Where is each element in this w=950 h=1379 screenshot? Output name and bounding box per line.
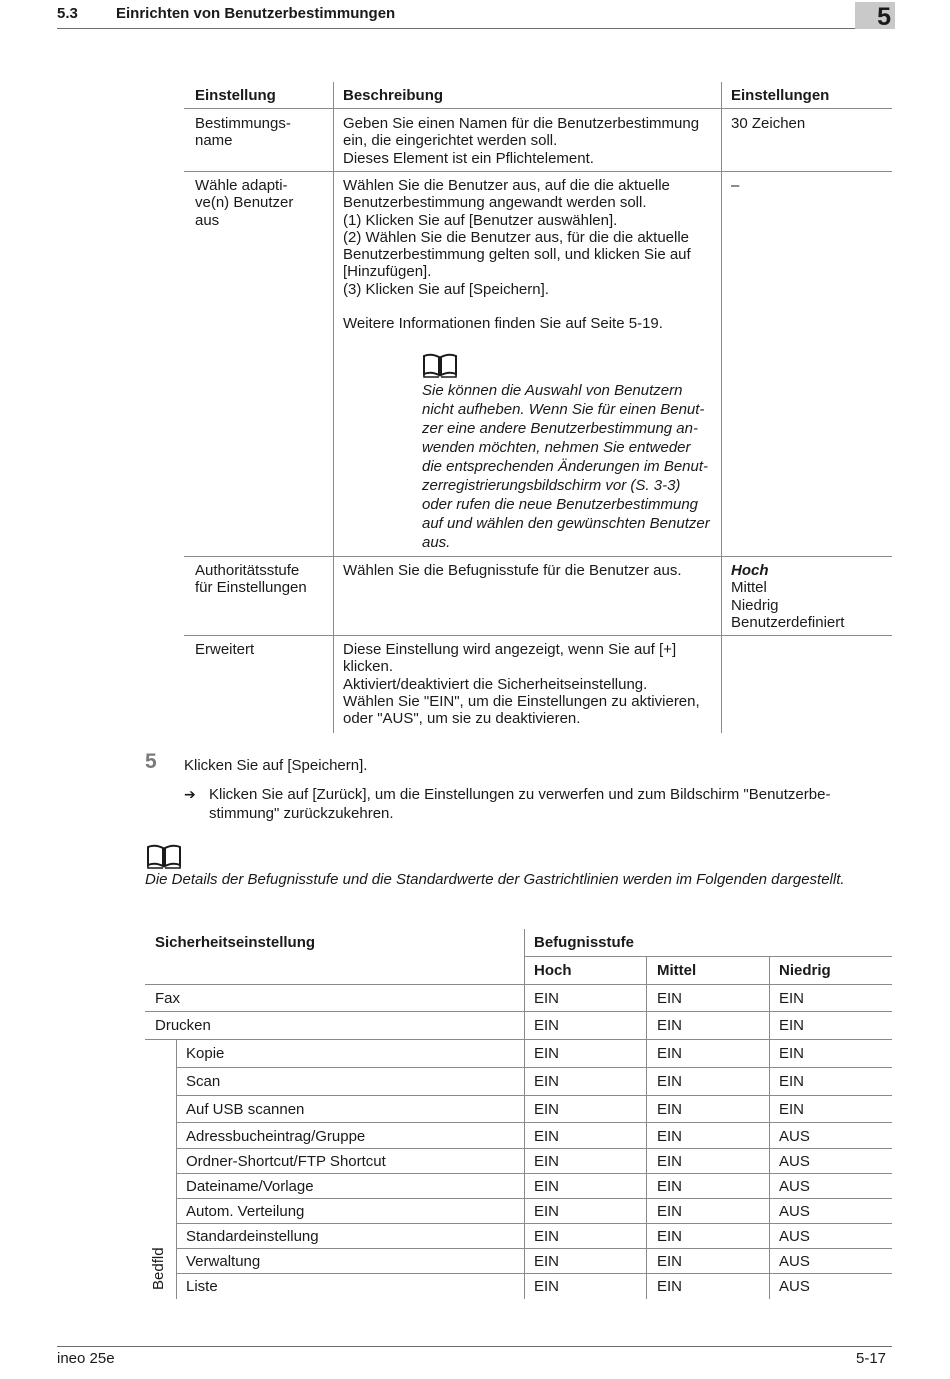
cell-medium: EIN	[657, 1101, 683, 1118]
row-name: Wähle adapti- ve(n) Benutzer aus	[195, 177, 294, 229]
cell-low: EIN	[779, 1073, 805, 1090]
default-value: Hoch	[731, 562, 769, 579]
row-name: Erweitert	[195, 641, 255, 658]
cell-medium: EIN	[657, 1203, 683, 1220]
row-divider	[176, 1273, 892, 1274]
row-name: Authoritätsstufe für Einstellungen	[195, 562, 307, 597]
header-level-high: Hoch	[534, 962, 572, 979]
row-divider	[176, 1067, 892, 1068]
cell-medium: EIN	[657, 1228, 683, 1245]
chapter-number: 5	[855, 2, 895, 29]
row-divider	[176, 1095, 892, 1096]
row-divider	[176, 1248, 892, 1249]
cell-high: EIN	[534, 1203, 560, 1220]
step-number: 5	[145, 750, 157, 773]
cell-high: EIN	[534, 1017, 560, 1034]
row-label: Fax	[155, 990, 181, 1007]
header-setting: Einstellung	[195, 87, 276, 104]
cell-high: EIN	[534, 1178, 560, 1195]
row-label: Verwaltung	[186, 1253, 261, 1270]
header-level-low: Niedrig	[779, 962, 831, 979]
header-level-medium: Mittel	[657, 962, 697, 979]
column-divider	[524, 929, 525, 1299]
cell-medium: EIN	[657, 1128, 683, 1145]
row-divider	[176, 1173, 892, 1174]
cell-medium: EIN	[657, 1178, 683, 1195]
row-note: Sie können die Auswahl von Benutzern nicht aufheben. Wenn Sie für einen Benut- zer eine andere Benutzerbestimmung an- wenden möchten, nehmen Sie entweder die entsprechenden Änderungen im Benut- zerregistrierungsbildschirm vor (S. 3-3) oder rufen die neue Benutzerbestimmung auf und wählen den gewünschten Benutzer aus.	[422, 382, 710, 551]
cell-low: AUS	[779, 1278, 810, 1295]
row-label: Dateiname/Vorlage	[186, 1178, 314, 1195]
note-text: Die Details der Befugnisstufe und die Standardwerte der Gastrichtlinien werden im Folgenden dargestellt.	[145, 871, 845, 888]
section-title: Einrichten von Benutzerbestimmungen	[116, 5, 396, 22]
row-divider	[184, 171, 892, 172]
row-description: Wählen Sie die Befugnisstufe für die Benutzer aus.	[343, 562, 682, 579]
cell-medium: EIN	[657, 1253, 683, 1270]
step-text: Klicken Sie auf [Speichern].	[184, 757, 368, 774]
row-divider	[145, 984, 892, 985]
row-divider	[184, 108, 892, 109]
header-rule	[57, 28, 855, 29]
row-description: Geben Sie einen Namen für die Benutzerbestimmung ein, die eingerichtet werden soll. Dieses Element ist ein Pflichtelement.	[343, 115, 700, 167]
row-label: Autom. Verteilung	[186, 1203, 305, 1220]
cell-high: EIN	[534, 1253, 560, 1270]
row-label: Liste	[186, 1278, 218, 1295]
row-description: Diese Einstellung wird angezeigt, wenn Sie auf [+] klicken. Aktiviert/deaktiviert die Sicherheitseinstellung. Wählen Sie "EIN", um die Einstellungen zu aktivieren, oder "AUS", um sie zu deaktivieren.	[343, 641, 700, 728]
row-value: Hoch Mittel Niedrig Benutzerdefiniert	[731, 562, 845, 631]
row-divider	[145, 1039, 892, 1040]
row-label: Adressbucheintrag/Gruppe	[186, 1128, 366, 1145]
cell-medium: EIN	[657, 1153, 683, 1170]
cell-low: EIN	[779, 1045, 805, 1062]
row-label: Scan	[186, 1073, 221, 1090]
row-divider	[176, 1122, 892, 1123]
column-divider	[769, 956, 770, 1299]
cell-low: AUS	[779, 1153, 810, 1170]
cell-medium: EIN	[657, 990, 683, 1007]
row-divider	[184, 635, 892, 636]
product-name: ineo 25e	[57, 1350, 115, 1367]
row-value: 30 Zeichen	[731, 115, 806, 132]
page-number: 5-17	[856, 1350, 887, 1367]
cell-low: EIN	[779, 990, 805, 1007]
book-icon	[146, 843, 182, 869]
arrow-right-icon: ➔	[184, 786, 196, 802]
cell-medium: EIN	[657, 1278, 683, 1295]
cell-low: AUS	[779, 1178, 810, 1195]
book-icon	[422, 352, 458, 378]
header-description: Beschreibung	[343, 87, 444, 104]
footer-rule	[57, 1346, 892, 1347]
cell-low: AUS	[779, 1128, 810, 1145]
row-label: Kopie	[186, 1045, 225, 1062]
cell-high: EIN	[534, 1073, 560, 1090]
row-divider	[176, 1148, 892, 1149]
cell-high: EIN	[534, 990, 560, 1007]
cell-high: EIN	[534, 1045, 560, 1062]
row-divider	[176, 1223, 892, 1224]
section-number: 5.3	[57, 5, 78, 22]
cell-low: AUS	[779, 1203, 810, 1220]
cell-high: EIN	[534, 1128, 560, 1145]
cell-high: EIN	[534, 1101, 560, 1118]
cell-low: AUS	[779, 1228, 810, 1245]
row-divider	[176, 1198, 892, 1199]
group-label: Bedfld	[150, 1247, 167, 1290]
row-divider	[184, 556, 892, 557]
header-values: Einstellungen	[731, 87, 830, 104]
row-divider	[524, 956, 892, 957]
row-label: Drucken	[155, 1017, 211, 1034]
cell-low: EIN	[779, 1101, 805, 1118]
cell-medium: EIN	[657, 1045, 683, 1062]
row-label: Auf USB scannen	[186, 1101, 305, 1118]
header-security-setting: Sicherheitseinstellung	[155, 934, 316, 951]
row-label: Ordner-Shortcut/FTP Shortcut	[186, 1153, 386, 1170]
step-substep: Klicken Sie auf [Zurück], um die Einstellungen zu verwerfen und zum Bildschirm "Benutzerbe- stimmung" zurückzukehren.	[209, 786, 831, 822]
cell-low: EIN	[779, 1017, 805, 1034]
header-authority-level: Befugnisstufe	[534, 934, 635, 951]
row-divider	[145, 1011, 892, 1012]
column-divider	[176, 1039, 177, 1299]
cell-high: EIN	[534, 1153, 560, 1170]
cell-medium: EIN	[657, 1017, 683, 1034]
row-description: Wählen Sie die Benutzer aus, auf die die aktuelle Benutzerbestimmung angewandt werden soll. (1) Klicken Sie auf [Benutzer auswählen]. (2) Wählen Sie die Benutzer aus, für die die aktuelle Benutzerbestimmung gelten soll, und klicken Sie auf [Hinzufügen]. (3) Klicken Sie auf [Speichern]. Weitere Informationen finden Sie auf Seite 5-19.	[343, 177, 691, 333]
row-value: –	[731, 177, 740, 194]
row-name: Bestimmungs- name	[195, 115, 291, 150]
cell-medium: EIN	[657, 1073, 683, 1090]
cell-low: AUS	[779, 1253, 810, 1270]
cell-high: EIN	[534, 1278, 560, 1295]
cell-high: EIN	[534, 1228, 560, 1245]
row-label: Standardeinstellung	[186, 1228, 319, 1245]
column-divider	[646, 956, 647, 1299]
